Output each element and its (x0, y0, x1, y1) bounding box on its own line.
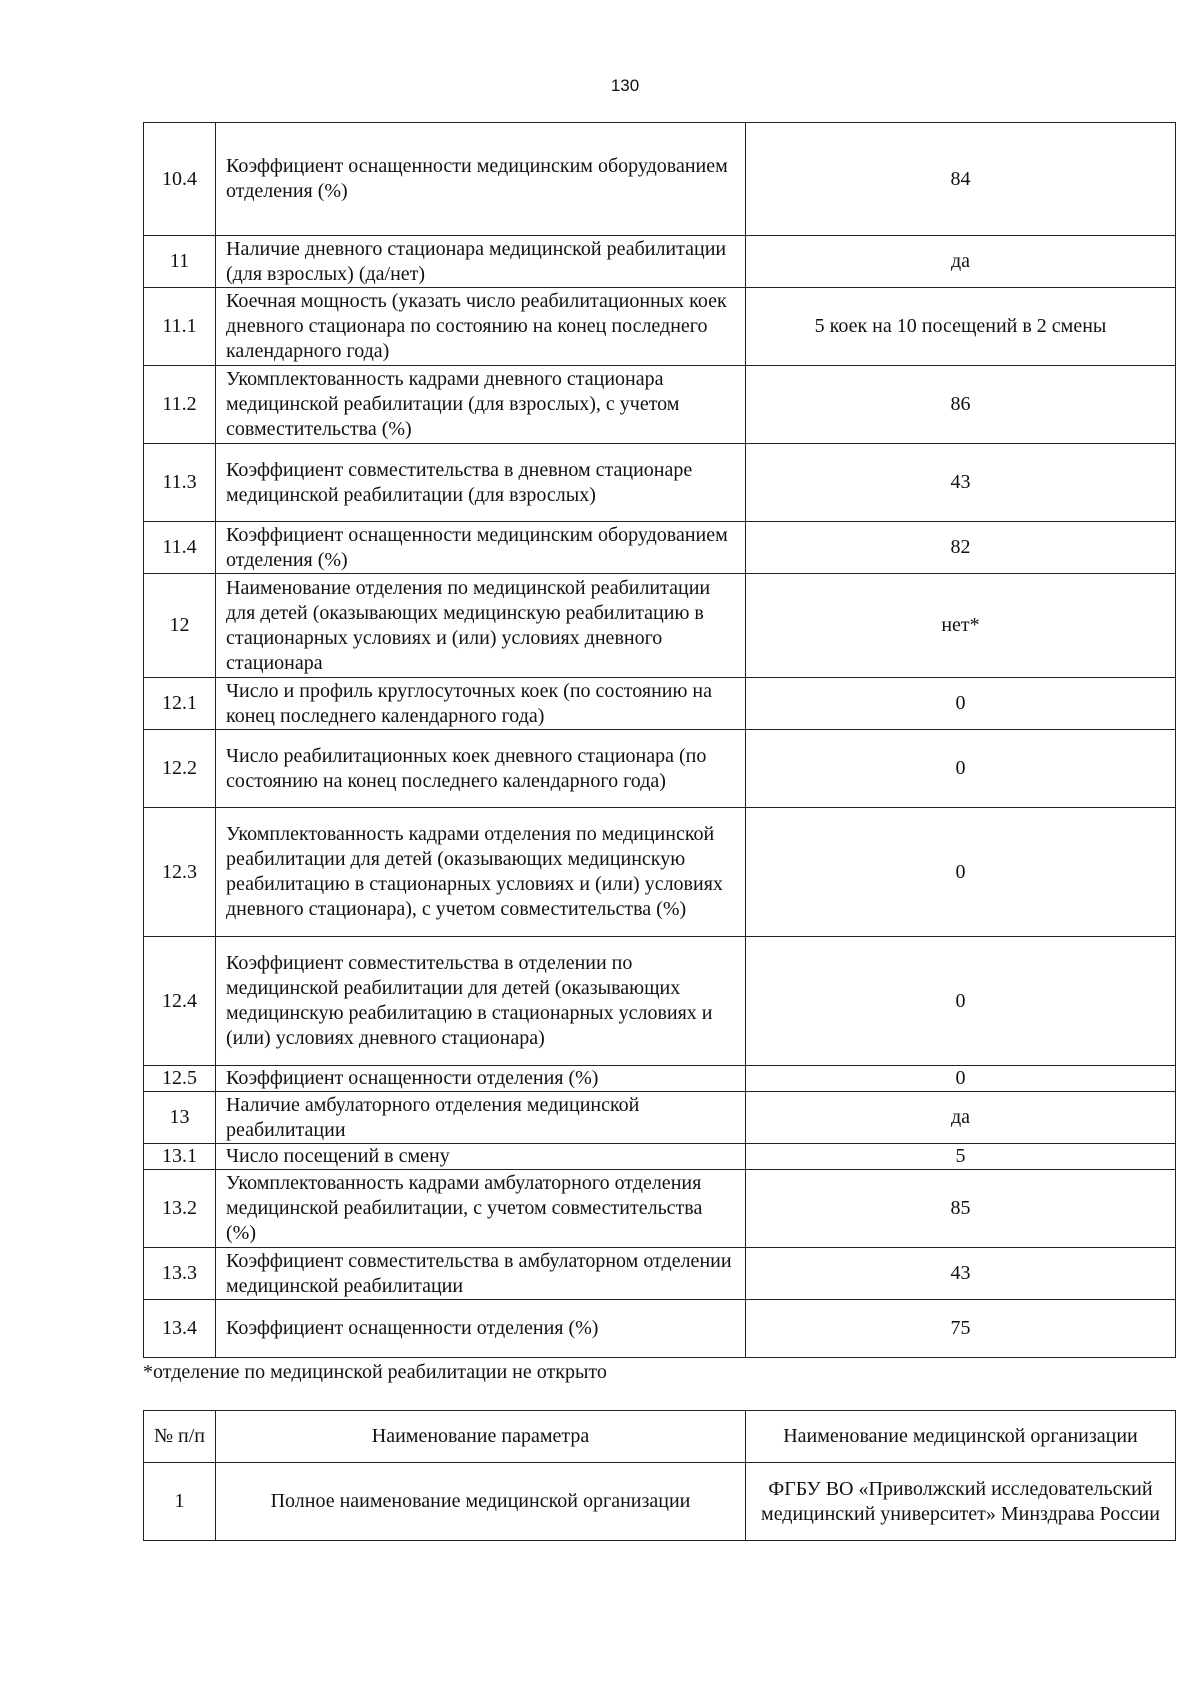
row-num: 12.1 (144, 678, 216, 730)
table-row (144, 1300, 1176, 1358)
table-row (144, 1248, 1176, 1300)
row-value: да (746, 1092, 1176, 1144)
row-num: 12.4 (144, 937, 216, 1066)
row-parameter: Наименование отделения по медицинской реабилитации для детей (оказывающих медицинскую реабилитацию в стационарных условиях и (или) условиях дневного стационара (216, 574, 746, 678)
row-num: 11.2 (144, 366, 216, 444)
row-num: 11.4 (144, 522, 216, 574)
row-parameter: Укомплектованность кадрами дневного стационара медицинской реабилитации (для взрослых), с учетом совместительства (%) (216, 366, 746, 444)
row-value: 75 (746, 1300, 1176, 1358)
row-parameter: Коэффициент оснащенности отделения (%) (216, 1300, 746, 1358)
row-param: Полное наименование медицинской организации (216, 1463, 746, 1541)
row-num: 13.2 (144, 1170, 216, 1248)
row-parameter: Число посещений в смену (216, 1144, 746, 1170)
parameters-table (143, 122, 1176, 1358)
row-value: 82 (746, 522, 1176, 574)
table-row (144, 1144, 1176, 1170)
table-row (144, 1066, 1176, 1092)
table-row (144, 123, 1176, 236)
row-parameter: Коэффициент оснащенности отделения (%) (216, 1066, 746, 1092)
table-row (144, 1463, 1176, 1541)
table-row (144, 730, 1176, 808)
table-row (144, 444, 1176, 522)
row-value: да (746, 236, 1176, 288)
row-parameter: Число реабилитационных коек дневного стационара (по состоянию на конец последнего календарного года) (216, 730, 746, 808)
table-row (144, 288, 1176, 366)
row-value: 43 (746, 444, 1176, 522)
table-row (144, 1092, 1176, 1144)
row-parameter: Коэффициент оснащенности медицинским оборудованием отделения (%) (216, 123, 746, 236)
row-value: 5 коек на 10 посещений в 2 смены (746, 288, 1176, 366)
row-value: 86 (746, 366, 1176, 444)
row-value: 43 (746, 1248, 1176, 1300)
row-num: 10.4 (144, 123, 216, 236)
header-num: № п/п (144, 1411, 216, 1463)
page-number: 130 (610, 76, 640, 95)
row-num: 11 (144, 236, 216, 288)
table-row (144, 808, 1176, 937)
row-value: 5 (746, 1144, 1176, 1170)
row-value: 0 (746, 730, 1176, 808)
header-org: Наименование медицинской организации (746, 1411, 1176, 1463)
table-row (144, 522, 1176, 574)
row-parameter: Коэффициент совместительства в дневном стационаре медицинской реабилитации (для взрослых) (216, 444, 746, 522)
row-num: 12.5 (144, 1066, 216, 1092)
row-num: 12.2 (144, 730, 216, 808)
row-num: 13.3 (144, 1248, 216, 1300)
row-value: 0 (746, 808, 1176, 937)
row-value: 0 (746, 1066, 1176, 1092)
table-row (144, 574, 1176, 678)
row-num: 13.4 (144, 1300, 216, 1358)
table-header-row (144, 1411, 1176, 1463)
table-row (144, 366, 1176, 444)
row-num: 1 (144, 1463, 216, 1541)
row-parameter: Коэффициент оснащенности медицинским оборудованием отделения (%) (216, 522, 746, 574)
table-row (144, 678, 1176, 730)
row-value: 0 (746, 678, 1176, 730)
row-num: 11.1 (144, 288, 216, 366)
header-param: Наименование параметра (216, 1411, 746, 1463)
row-num: 13 (144, 1092, 216, 1144)
row-parameter: Наличие амбулаторного отделения медицинской реабилитации (216, 1092, 746, 1144)
row-parameter: Наличие дневного стационара медицинской реабилитации (для взрослых) (да/нет) (216, 236, 746, 288)
row-num: 11.3 (144, 444, 216, 522)
row-num: 12.3 (144, 808, 216, 937)
row-num: 12 (144, 574, 216, 678)
row-value: нет* (746, 574, 1176, 678)
row-parameter: Коэффициент совместительства в амбулаторном отделении медицинской реабилитации (216, 1248, 746, 1300)
row-org: ФГБУ ВО «Приволжский исследовательский медицинский университет» Минздрава России (746, 1463, 1176, 1541)
row-value: 85 (746, 1170, 1176, 1248)
table-row (144, 937, 1176, 1066)
row-num: 13.1 (144, 1144, 216, 1170)
row-value: 84 (746, 123, 1176, 236)
row-parameter: Число и профиль круглосуточных коек (по состоянию на конец последнего календарного года) (216, 678, 746, 730)
row-parameter: Укомплектованность кадрами амбулаторного отделения медицинской реабилитации, с учетом совместительства (%) (216, 1170, 746, 1248)
row-value: 0 (746, 937, 1176, 1066)
footnote: *отделение по медицинской реабилитации не открыто (143, 1361, 607, 1383)
row-parameter: Коэффициент совместительства в отделении по медицинской реабилитации для детей (оказывающих медицинскую реабилитацию в стационарных условиях и (или) условиях дневного стационара) (216, 937, 746, 1066)
row-parameter: Коечная мощность (указать число реабилитационных коек дневного стационара по состоянию на конец последнего календарного года) (216, 288, 746, 366)
row-parameter: Укомплектованность кадрами отделения по медицинской реабилитации для детей (оказывающих медицинскую реабилитацию в стационарных условиях и (или) условиях дневного стационара), с учетом совместительства (%) (216, 808, 746, 937)
table-row (144, 1170, 1176, 1248)
table-row (144, 236, 1176, 288)
organization-table (143, 1410, 1176, 1541)
